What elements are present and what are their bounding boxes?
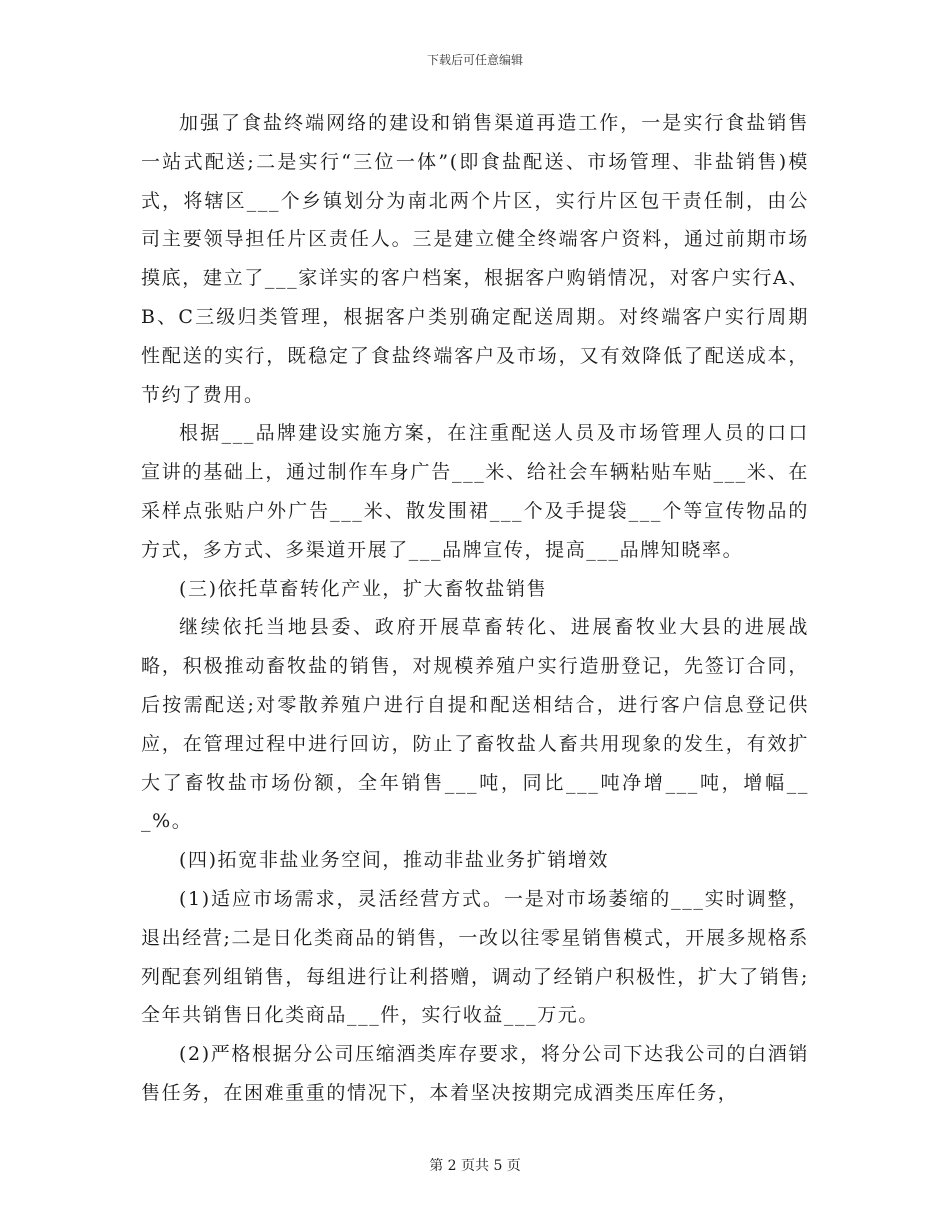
paragraph-network-construction: 加强了食盐终端网络的建设和销售渠道再造工作，一是实行食盐销售一站式配送;二是实行“三位一体”(即食盐配送、市场管理、非盐销售)模式，将辖区___个乡镇划分为南北两个片区，实行片区包干责任制，由公司主要领导担任片区责任人。三是建立健全终端客户资料，通过前期市场摸底，建立了___家详实的客户档案，根据客户购销情况，对客户实行A、B、C三级归类管理，根据客户类别确定配送周期。对终端客户实行周期性配送的实行，既稳定了食盐终端客户及市场，又有效降低了配送成本，节约了费用。: [141, 112, 809, 406]
paragraph-brand-promotion: 根据___品牌建设实施方案，在注重配送人员及市场管理人员的口口宣讲的基础上，通过制作车身广告___米、给社会车辆粘贴车贴___米、在采样点张贴户外广告___米、散发围裙___个及手提袋___个等宣传物品的方式，多方式、多渠道开展了___品牌宣传，提高___品牌知晓率。: [141, 422, 809, 561]
paragraph-livestock-salt: 继续依托当地县委、政府开展草畜转化、进展畜牧业大县的进展战略，积极推动畜牧盐的销售，对规模养殖户实行造册登记，先签订合同，后按需配送;对零散养殖户进行自提和配送相结合，进行客户信息登记供应，在管理过程中进行回访，防止了畜牧盐人畜共用现象的发生，有效扩大了畜牧盐市场份额，全年销售___吨，同比___吨净增___吨，增幅___%。: [141, 616, 809, 833]
paragraph-liquor-inventory: (2)严格根据分公司压缩酒类库存要求，将分公司下达我公司的白酒销售任务，在困难重重的情况下，本着坚决按期完成酒类压库任务，: [141, 1043, 809, 1104]
page-number-footer: 第 2 页共 5 页: [429, 1158, 521, 1174]
section-heading-non-salt-business: (四)拓宽非盐业务空间，推动非盐业务扩销增效: [179, 849, 610, 872]
paragraph-market-demand: (1)适应市场需求，灵活经营方式。一是对市场萎缩的___实时调整，退出经营;二是日化类商品的销售，一改以往零星销售模式，开展多规格系列配套列组销售，每组进行让利搭赠，调动了经销户积极性，扩大了销售;全年共销售日化类商品___件，实行收益___万元。: [141, 887, 809, 1027]
document-body: [141, 104, 809, 1113]
page-header: 下载后可任意编辑: [426, 53, 523, 67]
section-heading-livestock-salt: (三)依托草畜转化产业，扩大畜牧盐销售: [179, 577, 548, 600]
